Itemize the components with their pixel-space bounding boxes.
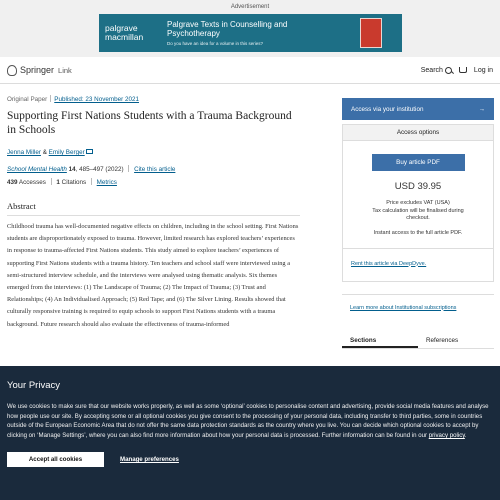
access-options-panel — [342, 124, 494, 282]
institutional-subscriptions-row — [342, 294, 494, 311]
access-institution-button[interactable] — [342, 98, 494, 120]
article-title: Supporting First Nations Students with a Trauma Background in Schools — [7, 110, 292, 136]
buy-pdf-button[interactable]: Buy article PDF — [372, 154, 465, 171]
search-icon — [445, 67, 452, 74]
instant-access-note: Instant access to the full article PDF. — [343, 230, 493, 249]
ad-label: Advertisement — [230, 4, 270, 10]
article-meta — [7, 95, 300, 103]
price-note — [343, 200, 493, 223]
ad-strip — [0, 0, 500, 57]
rent-deepdyve-row — [343, 249, 493, 281]
author-link[interactable]: Jenna Miller — [7, 149, 41, 156]
journal-info — [7, 165, 300, 173]
book-cover-image — [360, 18, 382, 48]
author-link[interactable]: Emily Berger — [48, 149, 85, 156]
cart-icon[interactable] — [459, 67, 467, 73]
cite-link[interactable]: Cite this article — [134, 166, 176, 173]
privacy-banner — [0, 366, 500, 500]
header-actions — [421, 67, 493, 74]
price: USD 39.95 — [394, 181, 442, 192]
springer-link-logo[interactable] — [7, 65, 72, 76]
ad-banner[interactable] — [99, 14, 402, 52]
volume: 14 — [68, 166, 76, 173]
article-metrics — [7, 178, 300, 186]
ad-brand-line2: macmillan — [105, 32, 144, 42]
ad-text — [163, 20, 360, 46]
author-separator: & — [40, 149, 49, 156]
price-note-checkout: checkout. — [406, 215, 430, 221]
privacy-body-text: We use cookies to make sure that our website works properly, as well as some ‘optional’ cookies to personalise content and advertising, provide social media features and analyse how people use our site. By accepting some or all optional cookies you give consent to the processing of your personal data, including transfer to third parties, some in countries outside of the European Economic Area that do not offer the same data protection standards as the country where you live. You can decide which optional cookies to accept by clicking on ‘Manage Settings’, where you can also find more information about how your personal data is processed. Further information can be found in our — [7, 403, 489, 440]
rent-deepdyve-link[interactable]: Rent this article via DeepDyve. — [351, 260, 427, 267]
journal-link[interactable]: School Mental Health — [7, 166, 67, 173]
login-link[interactable]: Log in — [473, 66, 493, 74]
manage-preferences-link[interactable]: Manage preferences — [120, 455, 179, 463]
accept-cookies-button[interactable]: Accept all cookies — [7, 452, 104, 467]
published-date-link[interactable]: Published: 23 November 2021 — [54, 96, 139, 103]
ad-subtitle: Do you have an idea for a volume in this series? — [167, 41, 264, 46]
tab-sections[interactable]: Sections — [342, 333, 418, 348]
tab-references[interactable]: References — [426, 336, 459, 344]
access-institution-label: Access via your institution — [351, 105, 424, 113]
sidebar — [342, 98, 494, 349]
springer-horse-icon — [7, 65, 17, 76]
arrow-right-icon: → — [478, 105, 485, 113]
privacy-body — [7, 402, 493, 441]
logo-name: Springer — [20, 65, 55, 75]
privacy-title: Your Privacy — [7, 380, 60, 391]
price-note-tax: Tax calculation will be finalised during — [372, 207, 464, 214]
abstract-text: Childhood trauma has well-documented negative effects on children, including in the school setting. First Nations students are disproportionately exposed to trauma. However, limited research has explored teachers’ experiences in response to trauma-affected First Nations students. This study aimed to explore teachers’ experiences of supporting First Nations students with a trauma history. Ten teachers and school staff were interviewed using a semi-structured interview schedule, and the interviews were analysed using thematic analysis. Six themes emerged from the interviews: (1) The Landscape of Trauma; (2) The Impact of Trauma; (3) Trust and Relationships; (4) An Individualised Approach; (5) Red Tape; and (6) The Silver Lining. Results showed that culturally responsive training is required to equip schools to support First Nations students with a trauma background. Future research should also evaluate the effectiveness of trauma-informed — [7, 223, 299, 328]
institutional-subscriptions-link[interactable]: Learn more about Institutional subscriptions — [350, 304, 457, 311]
abstract-heading: Abstract — [7, 201, 300, 216]
article-type: Original Paper — [7, 96, 48, 103]
privacy-actions — [7, 452, 493, 467]
price-note-vat: Price excludes VAT (USA) — [386, 200, 450, 206]
privacy-policy-link[interactable]: privacy policy — [428, 432, 465, 440]
privacy-body-end: . — [464, 432, 467, 440]
metrics-link[interactable]: Metrics — [96, 179, 117, 186]
citations-count: 1 — [56, 179, 60, 186]
accesses-count: 439 — [7, 179, 18, 186]
sidebar-tabs — [342, 333, 494, 349]
search-label: Search — [420, 66, 443, 74]
ad-title-line1: Palgrave Texts in Counselling and — [167, 20, 288, 29]
logo-sub: Link — [58, 65, 72, 75]
citations-label: Citations — [61, 179, 87, 186]
email-icon[interactable] — [86, 149, 93, 154]
access-options-heading: Access options — [343, 125, 493, 141]
ad-title-line2: Psychotherapy — [167, 29, 220, 38]
search-button[interactable] — [421, 67, 452, 74]
author-list — [7, 149, 300, 156]
ad-brand — [99, 24, 163, 42]
site-header — [0, 57, 500, 84]
pages: , 485–497 (2022) — [75, 166, 124, 173]
article-main — [7, 95, 300, 331]
accesses-label: Accesses — [18, 179, 46, 186]
ad-brand-line1: palgrave — [105, 23, 138, 33]
